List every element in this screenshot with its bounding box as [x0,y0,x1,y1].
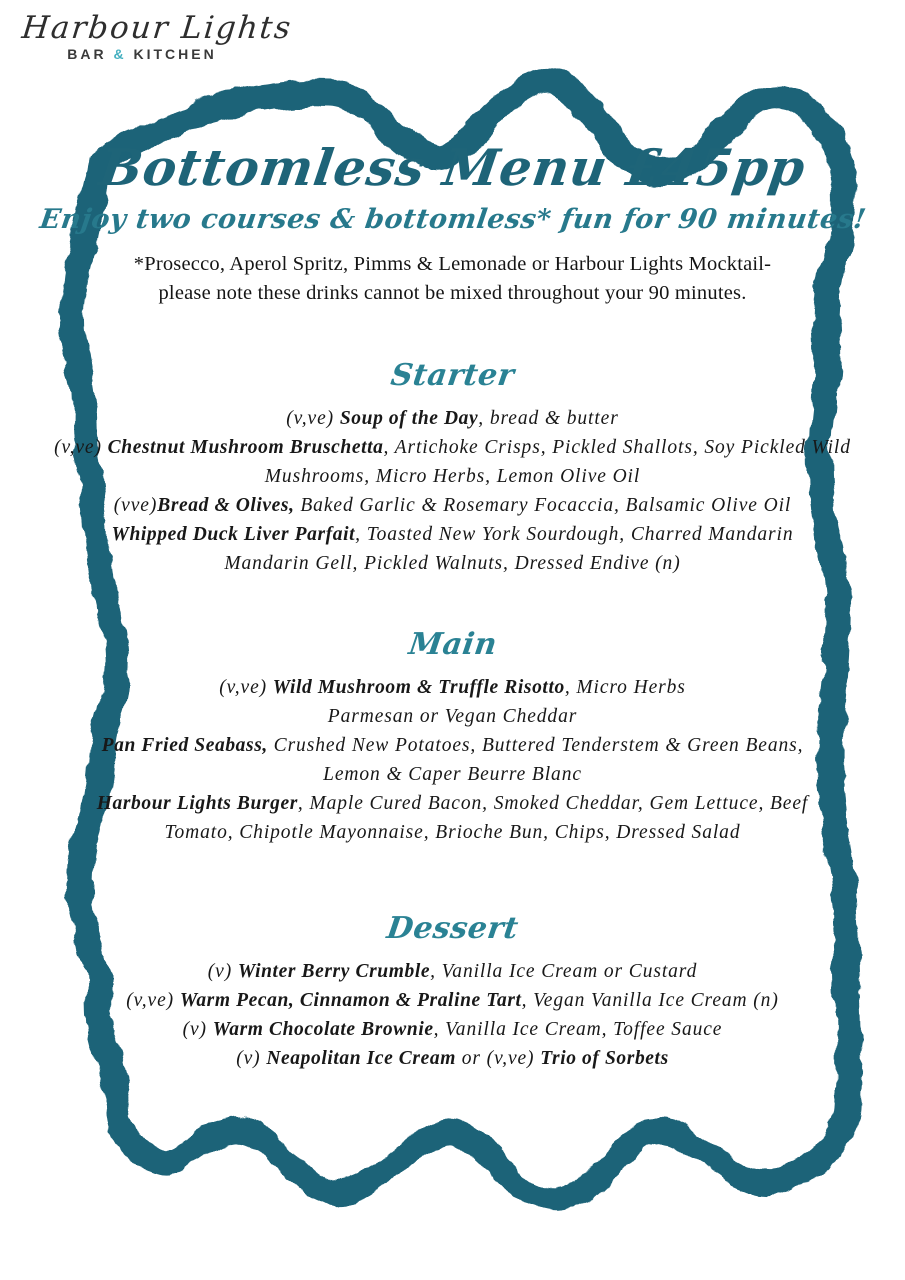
menu-item-line [0,1015,905,1044]
dish-detail: Parmesan or Vegan Cheddar [327,706,578,727]
dish-detail: (v,ve) [219,677,273,698]
logo [20,10,295,62]
section-heading-starter: Starter [388,358,517,393]
dish-detail: (v,ve) [54,437,108,458]
menu-section-starter [0,358,905,578]
section-heading-wrap [0,911,905,947]
dish-detail: (v,ve) [286,408,340,429]
dish-detail: (v,ve) [126,990,180,1011]
dish-name: Warm Chocolate Brownie [212,1019,434,1040]
menu-sections [0,358,905,1073]
logo-bar-text: BAR [67,46,114,62]
dish-name: Harbour Lights Burger [96,793,298,814]
menu-section-dessert [0,911,905,1073]
dish-detail: , Vanilla Ice Cream or Custard [430,961,698,982]
dish-detail: (v) [236,1048,267,1069]
logo-kitchen-text: KITCHEN [126,46,217,62]
menu-item-line [0,433,905,462]
menu-subtitle: Enjoy two courses & bottomless* fun for 90 minutes! [37,204,868,235]
dish-detail: Lemon & Caper Beurre Blanc [323,764,582,785]
section-heading-wrap [0,358,905,394]
menu-subtitle-wrap [0,198,905,236]
dish-detail: (vve) [113,495,158,516]
disclaimer-line-1: *Prosecco, Aperol Spritz, Pimms & Lemonade or Harbour Lights Mocktail- [133,253,772,275]
dish-detail: , Micro Herbs [564,677,686,698]
logo-script-name: Harbour Lights [20,10,295,46]
dish-detail: , Vegan Vanilla Ice Cream (n) [521,990,779,1011]
dish-detail: Tomato, Chipotle Mayonnaise, Brioche Bun, Chips, Dressed Salad [164,822,741,843]
section-heading-dessert: Dessert [384,911,521,946]
dish-name: Pan Fried Seabass, [101,735,268,756]
dish-detail: or (v,ve) [455,1048,541,1069]
menu-item-line [0,520,905,549]
menu-item-line [0,731,905,760]
menu-item-line [0,462,905,491]
dish-name: Bread & Olives, [157,495,295,516]
menu-item-line [0,404,905,433]
section-heading-main: Main [406,627,499,662]
dish-detail: , bread & butter [478,408,619,429]
menu-item-line [0,760,905,789]
section-heading-wrap [0,627,905,663]
menu-item-line [0,549,905,578]
disclaimer-line-2: please note these drinks cannot be mixed throughout your 90 minutes. [158,282,747,304]
dish-name: Neapolitan Ice Cream [266,1048,456,1069]
dish-detail: , Maple Cured Bacon, Smoked Cheddar, Gem Lettuce, Beef [297,793,809,814]
dish-name: Soup of the Day [339,408,479,429]
dish-detail: Mandarin Gell, Pickled Walnuts, Dressed Endive (n) [224,553,681,574]
dish-detail: Mushrooms, Micro Herbs, Lemon Olive Oil [264,466,641,487]
dish-name: Trio of Sorbets [540,1048,669,1069]
logo-ampersand: & [113,46,127,62]
menu-section-main [0,627,905,847]
dish-detail: (v) [207,961,238,982]
dish-detail: , Artichoke Crisps, Pickled Shallots, Soy Pickled Wild [383,437,851,458]
dish-detail: Baked Garlic & Rosemary Focaccia, Balsamic Olive Oil [294,495,792,516]
menu-item-line [0,957,905,986]
menu-item-line [0,818,905,847]
dish-detail: , Toasted New York Sourdough, Charred Mandarin [355,524,794,545]
menu-title: Bottomless Menu £45pp [95,138,810,197]
dish-detail: Crushed New Potatoes, Buttered Tenderstem & Green Beans, [267,735,804,756]
menu-item-line [0,1044,905,1073]
dish-detail: , Vanilla Ice Cream, Toffee Sauce [433,1019,723,1040]
logo-subtitle [22,46,262,62]
dish-name: Warm Pecan, Cinnamon & Praline Tart [179,990,522,1011]
menu-item-line [0,789,905,818]
menu-item-line [0,986,905,1015]
menu-item-line [0,491,905,520]
dish-detail: (v) [182,1019,213,1040]
menu-item-line [0,673,905,702]
menu-item-line [0,702,905,731]
dish-name: Whipped Duck Liver Parfait [111,524,356,545]
dish-name: Winter Berry Crumble [237,961,431,982]
dish-name: Chestnut Mushroom Bruschetta [107,437,384,458]
drinks-disclaimer [0,250,905,308]
dish-name: Wild Mushroom & Truffle Risotto [272,677,565,698]
